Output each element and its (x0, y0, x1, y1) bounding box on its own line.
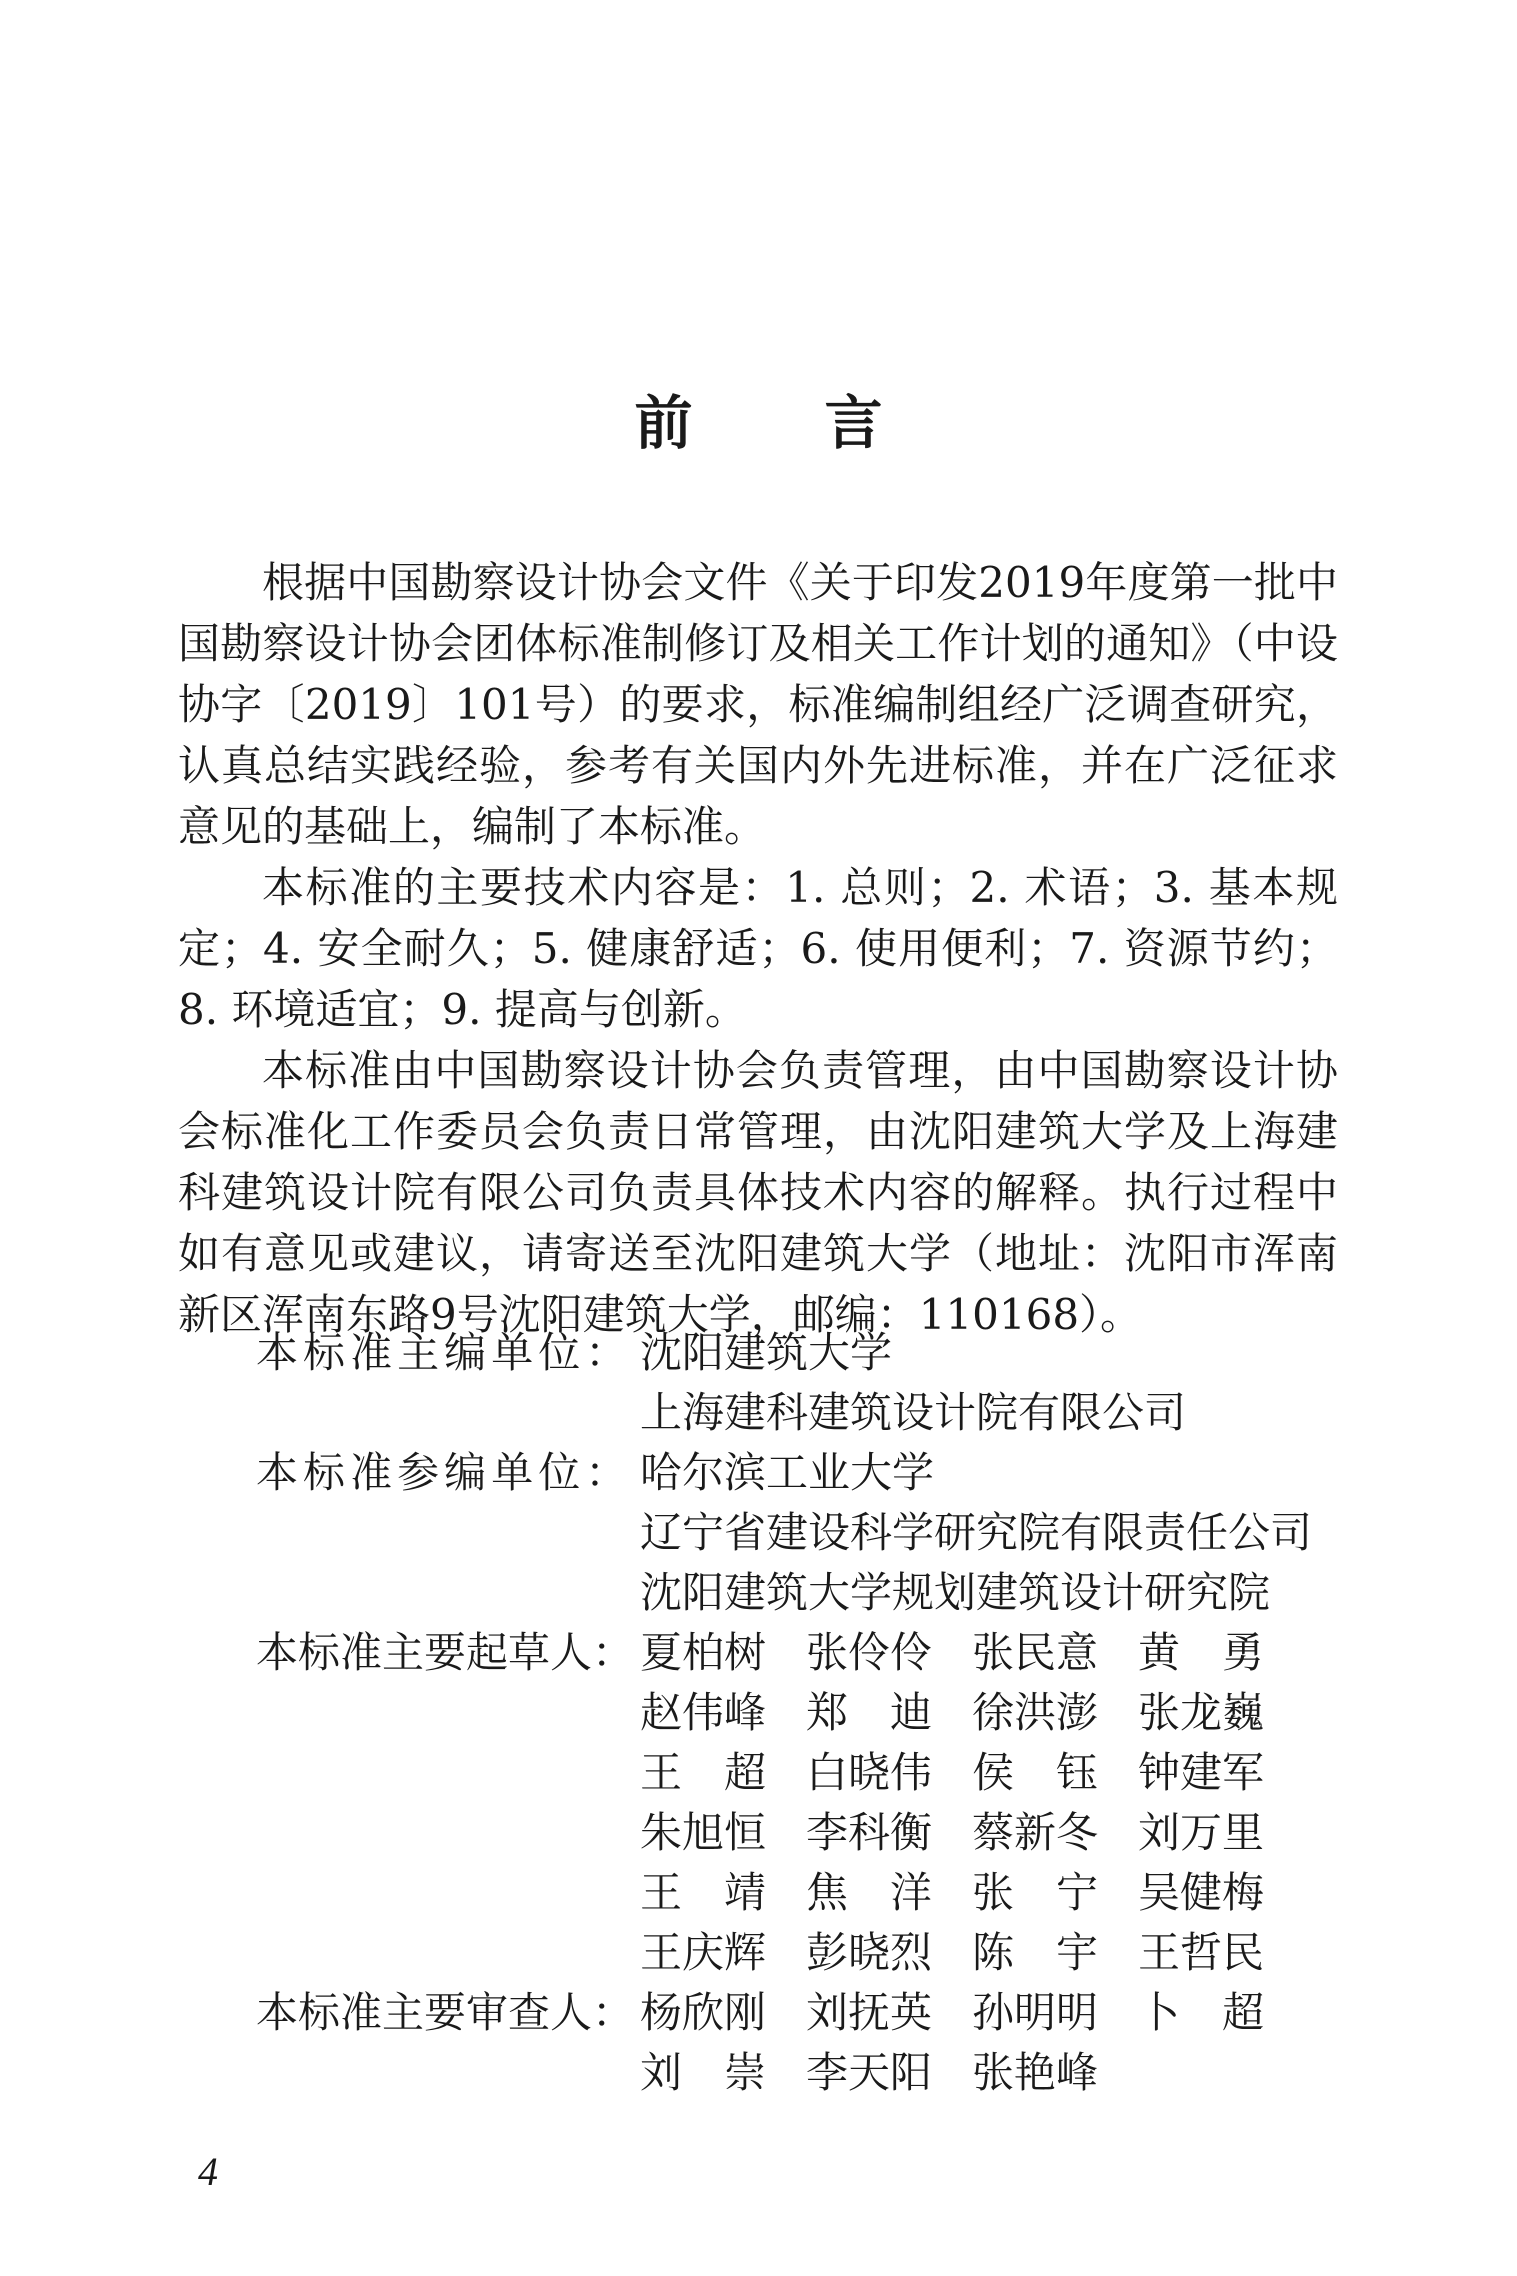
paragraph-management: 本标准由中国勘察设计协会负责管理，由中国勘察设计协会标准化工作委员会负责日常管理，由沈阳建筑大学及上海建科建筑设计院有限公司负责具体技术内容的解释。执行过程中如有意见或建议，请寄送至沈阳建筑大学（地址：沈阳市浑南新区浑南东路9号沈阳建筑大学，邮编：110168）。 (178, 1046, 1338, 1339)
drafter-name: 刘万里 (1138, 1808, 1265, 1857)
drafter-name: 夏柏树 (640, 1628, 767, 1677)
drafter-name: 张民意 (972, 1628, 1099, 1677)
drafter-name: 陈 宇 (972, 1928, 1099, 1977)
drafter-name: 侯 钰 (972, 1748, 1099, 1797)
chief-unit-item: 沈阳建筑大学 (640, 1328, 893, 1377)
participating-units-row (256, 1443, 1312, 1503)
page-title (0, 388, 1517, 458)
drafter-name: 王 超 (640, 1748, 767, 1797)
participating-unit-item: 哈尔滨工业大学 (640, 1448, 935, 1497)
contributors-roster (256, 1323, 1312, 2103)
drafters-label: 本标准主要起草人： (256, 1628, 635, 1677)
drafter-name: 徐洪澎 (972, 1688, 1099, 1737)
participating-unit-item: 沈阳建筑大学规划建筑设计研究院 (640, 1568, 1271, 1617)
reviewer-name: 刘抚英 (806, 1988, 933, 2037)
drafter-name: 钟建军 (1138, 1748, 1265, 1797)
drafter-name: 郑 迪 (806, 1688, 933, 1737)
drafter-name: 白晓伟 (806, 1748, 933, 1797)
title-char-2: 言 (824, 389, 883, 457)
title-char-1: 前 (634, 389, 693, 457)
reviewer-name: 卜 超 (1138, 1988, 1265, 2037)
reviewers-label: 本标准主要审查人： (256, 1988, 635, 2037)
reviewer-name: 李天阳 (806, 2048, 933, 2097)
drafter-name: 张 宁 (972, 1868, 1099, 1917)
drafter-name: 李科衡 (806, 1808, 933, 1857)
drafters-row (256, 1623, 1312, 1683)
reviewer-name: 杨欣刚 (640, 1988, 767, 2037)
chief-units-row (256, 1323, 1312, 1383)
drafter-name: 朱旭恒 (640, 1808, 767, 1857)
drafter-name: 王哲民 (1138, 1928, 1265, 1977)
participating-units-label: 本标准参编单位： (256, 1448, 633, 1497)
chief-units-label: 本标准主编单位： (256, 1328, 633, 1377)
reviewers-row (256, 1983, 1312, 2043)
drafter-name: 黄 勇 (1138, 1628, 1265, 1677)
drafter-name: 张伶伶 (806, 1628, 933, 1677)
participating-unit-item: 辽宁省建设科学研究院有限责任公司 (640, 1508, 1313, 1557)
drafter-name: 蔡新冬 (972, 1808, 1099, 1857)
paragraph-contents: 本标准的主要技术内容是：1. 总则；2. 术语；3. 基本规定；4. 安全耐久；5. 健康舒适；6. 使用便利；7. 资源节约；8. 环境适宜；9. 提高与创新。 (178, 863, 1338, 1034)
drafter-name: 王 靖 (640, 1868, 767, 1917)
reviewer-name: 张艳峰 (972, 2048, 1099, 2097)
drafter-name: 焦 洋 (806, 1868, 933, 1917)
preface-body (178, 552, 1338, 1345)
reviewer-name: 孙明明 (972, 1988, 1099, 2037)
page-number: 4 (198, 2149, 218, 2194)
paragraph-basis: 根据中国勘察设计协会文件《关于印发2019年度第一批中国勘察设计协会团体标准制修订及相关工作计划的通知》（中设协字〔2019〕101号）的要求，标准编制组经广泛调查研究，认真总结实践经验，参考有关国内外先进标准，并在广泛征求意见的基础上，编制了本标准。 (178, 558, 1338, 851)
drafter-name: 王庆辉 (640, 1928, 767, 1977)
drafter-name: 赵伟峰 (640, 1688, 767, 1737)
drafter-name: 张龙巍 (1138, 1688, 1265, 1737)
drafter-name: 彭晓烈 (806, 1928, 933, 1977)
reviewer-name: 刘 崇 (640, 2048, 767, 2097)
drafter-name: 吴健梅 (1138, 1868, 1265, 1917)
chief-unit-item: 上海建科建筑设计院有限公司 (640, 1388, 1187, 1437)
